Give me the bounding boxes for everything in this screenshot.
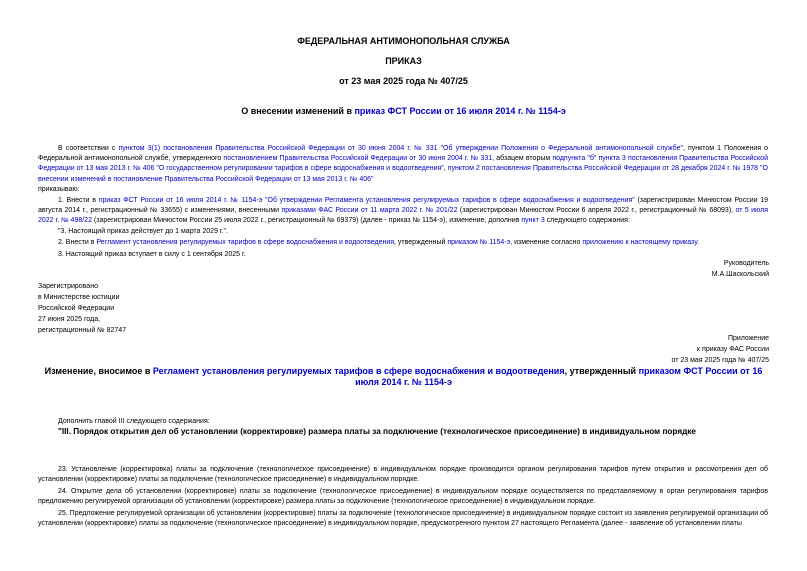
item-3: 3. Настоящий приказ вступает в силу с 1 сентября 2025 г. bbox=[58, 251, 246, 258]
item-2-text: . bbox=[697, 239, 699, 246]
item-2-link-reglament[interactable]: Регламент установления регулируемых тарифов в сфере водоснабжения и водоотведения bbox=[96, 239, 395, 246]
change-title-link-order[interactable]: приказом ФСТ России от 16 bbox=[638, 366, 763, 376]
registration-line: регистрационный № 82747 bbox=[38, 327, 127, 334]
doc-title bbox=[0, 106, 807, 116]
doc-type-heading: ПРИКАЗ bbox=[385, 56, 422, 66]
paragraph-23: 23. Установление (корректировка) платы за подключение (технологическое присоединение) в индивидуальном порядке производится органом регулирования тарифов путем открытия и рассмотрения дел об установлении (корректировке) платы за подключение (технологическое присоединение) в индивидуальном порядке. bbox=[38, 466, 768, 484]
paragraph-24: 24. Открытие дела об установлении (корректировке) платы за подключение (технологическое присоединение) в индивидуальном порядке осуществляется по представляемому в орган регулирования тарифов предложению регулируемой организации об установлении (корректировке) размера платы за подключение (технологическое присоединение) в индивидуальном порядке. bbox=[38, 488, 768, 506]
change-title-line-2[interactable]: июля 2014 г. № 1154-э bbox=[355, 377, 452, 387]
change-title-link-reglament[interactable]: Регламент установления регулируемых тарифов в сфере водоснабжения и водоотведения bbox=[152, 366, 565, 376]
doc-title-prefix: О внесении изменений в bbox=[241, 106, 355, 116]
item-2-link-appendix[interactable]: приложению к настоящему приказу bbox=[582, 239, 697, 246]
item-1-link-order[interactable]: приказ ФСТ России от 16 июля 2014 г. № 1154-э "Об утверждении Регламента установления регулируемых тарифов в сфере водоснабжения и водоотведения" bbox=[98, 197, 635, 204]
item-1-text: (зарегистрирован Минюстом России 6 апреля 2022 г., регистрационный № 68093), bbox=[457, 207, 736, 215]
item-1-quote: "3. Настоящий приказ действует до 1 марта 2029 г.". bbox=[58, 228, 228, 235]
agency-heading: ФЕДЕРАЛЬНАЯ АНТИМОНОПОЛЬНАЯ СЛУЖБА bbox=[297, 36, 510, 46]
item-2-text: , утвержденный bbox=[394, 239, 448, 246]
order-word: приказываю: bbox=[38, 186, 80, 193]
item-1-link-201[interactable]: приказами ФАС России от 11 марта 2022 г. № 201/22 bbox=[281, 207, 458, 215]
signature-name: М.А.Шаскольский bbox=[711, 271, 769, 278]
item-1-link-p3[interactable]: пункт 3 bbox=[521, 217, 545, 225]
preamble-text: , bbox=[443, 165, 448, 173]
signature-role: Руководитель bbox=[723, 260, 769, 267]
preamble-link-406[interactable]: подпункта "б" пункта 3 постановления Правительства Российской Федерации от 13 мая 2013 г. № 406 "О государственном регулировании тарифов в сфере водоснабжения и водоотведения" bbox=[38, 155, 768, 173]
appendix-label: Приложение bbox=[727, 335, 769, 342]
item-2-link-1154[interactable]: приказом № 1154-э bbox=[447, 239, 511, 246]
registration-line: в Министерстве юстиции bbox=[38, 294, 120, 301]
preamble-text: В соответствии с bbox=[58, 145, 119, 152]
registration-line: 27 июня 2025 года, bbox=[38, 316, 101, 323]
doc-date-number: от 23 мая 2025 года № 407/25 bbox=[339, 76, 468, 86]
change-title-text: , утвержденный bbox=[564, 366, 639, 376]
paragraph-25: 25. Предложение регулируемой организации об установлении (корректировке) платы за подключение (технологическое присоединение) в индивидуальном порядке состоит из заявления регулируемой организации об установлении (корректировке) платы за подключение (технологическое присоединение) в индивидуальном порядке, предусмотренного пунктом 27 настоящего Регламента (далее - заявление об установлении платы bbox=[38, 510, 768, 528]
item-2-text: 2. Внести в bbox=[58, 239, 97, 246]
item-1-link-498[interactable]: от 5 июля 2022 г. № 498/22 bbox=[38, 207, 768, 225]
item-2-text: , изменение согласно bbox=[510, 239, 583, 246]
registration-line: Зарегистрировано bbox=[38, 283, 98, 290]
appendix-order-ref: к приказу ФАС России bbox=[697, 346, 769, 353]
appendix-date: от 23 мая 2025 года № 407/25 bbox=[671, 357, 769, 364]
preamble-text: , абзацем вторым bbox=[492, 155, 553, 163]
item-1-text: следующего содержания: bbox=[544, 217, 630, 225]
item-1-text: (зарегистрирован Минюстом России 25 июля 2022 г., регистрационный № 69379) (далее - приказ № 1154-э), изменение, дополнив bbox=[91, 217, 522, 225]
item-1-text: (зарегистрирован Минюстом России 19 августа 2014 г., регистрационный № 33655) с изменениями, внесенными bbox=[38, 197, 768, 215]
preamble-link-1978[interactable]: пунктом 2 постановления Правительства Российской Федерации от 28 декабря 2024 г. № 1978 "О внесении изменений в постановление Правительства Российской Федерации от 13 мая 2013 г. № 406" bbox=[38, 165, 768, 183]
supplement-line: Дополнить главой III следующего содержания: bbox=[58, 418, 210, 425]
item-1 bbox=[38, 196, 768, 227]
item-2 bbox=[58, 238, 699, 248]
preamble-text: , пунктом 1 Положения о Федеральной антимонопольной службе, утвержденного bbox=[38, 145, 769, 163]
preamble-paragraph bbox=[38, 144, 768, 185]
registration-line: Российской Федерации bbox=[38, 305, 115, 312]
chapter-heading: "III. Порядок открытия дел об установлении (корректировке) размера платы за подключение (технологическое присоединение) в индивидуальном порядке bbox=[58, 427, 696, 436]
doc-title-link[interactable]: приказ ФСТ России от 16 июля 2014 г. № 1154-э bbox=[354, 106, 566, 116]
preamble-link-331-p3[interactable]: пунктом 3(1) постановления Правительства Российской Федерации от 30 июня 2004 г. № 331 "Об утверждении Положения о Федеральной антимонопольной службе" bbox=[118, 145, 683, 152]
change-title-line-1 bbox=[0, 366, 807, 376]
item-1-text: 1. Внести в bbox=[58, 197, 99, 204]
preamble-link-331[interactable]: постановлением Правительства Российской Федерации от 30 июня 2004 г. № 331 bbox=[223, 155, 493, 163]
change-title-text: Изменение, вносимое в bbox=[44, 366, 153, 376]
